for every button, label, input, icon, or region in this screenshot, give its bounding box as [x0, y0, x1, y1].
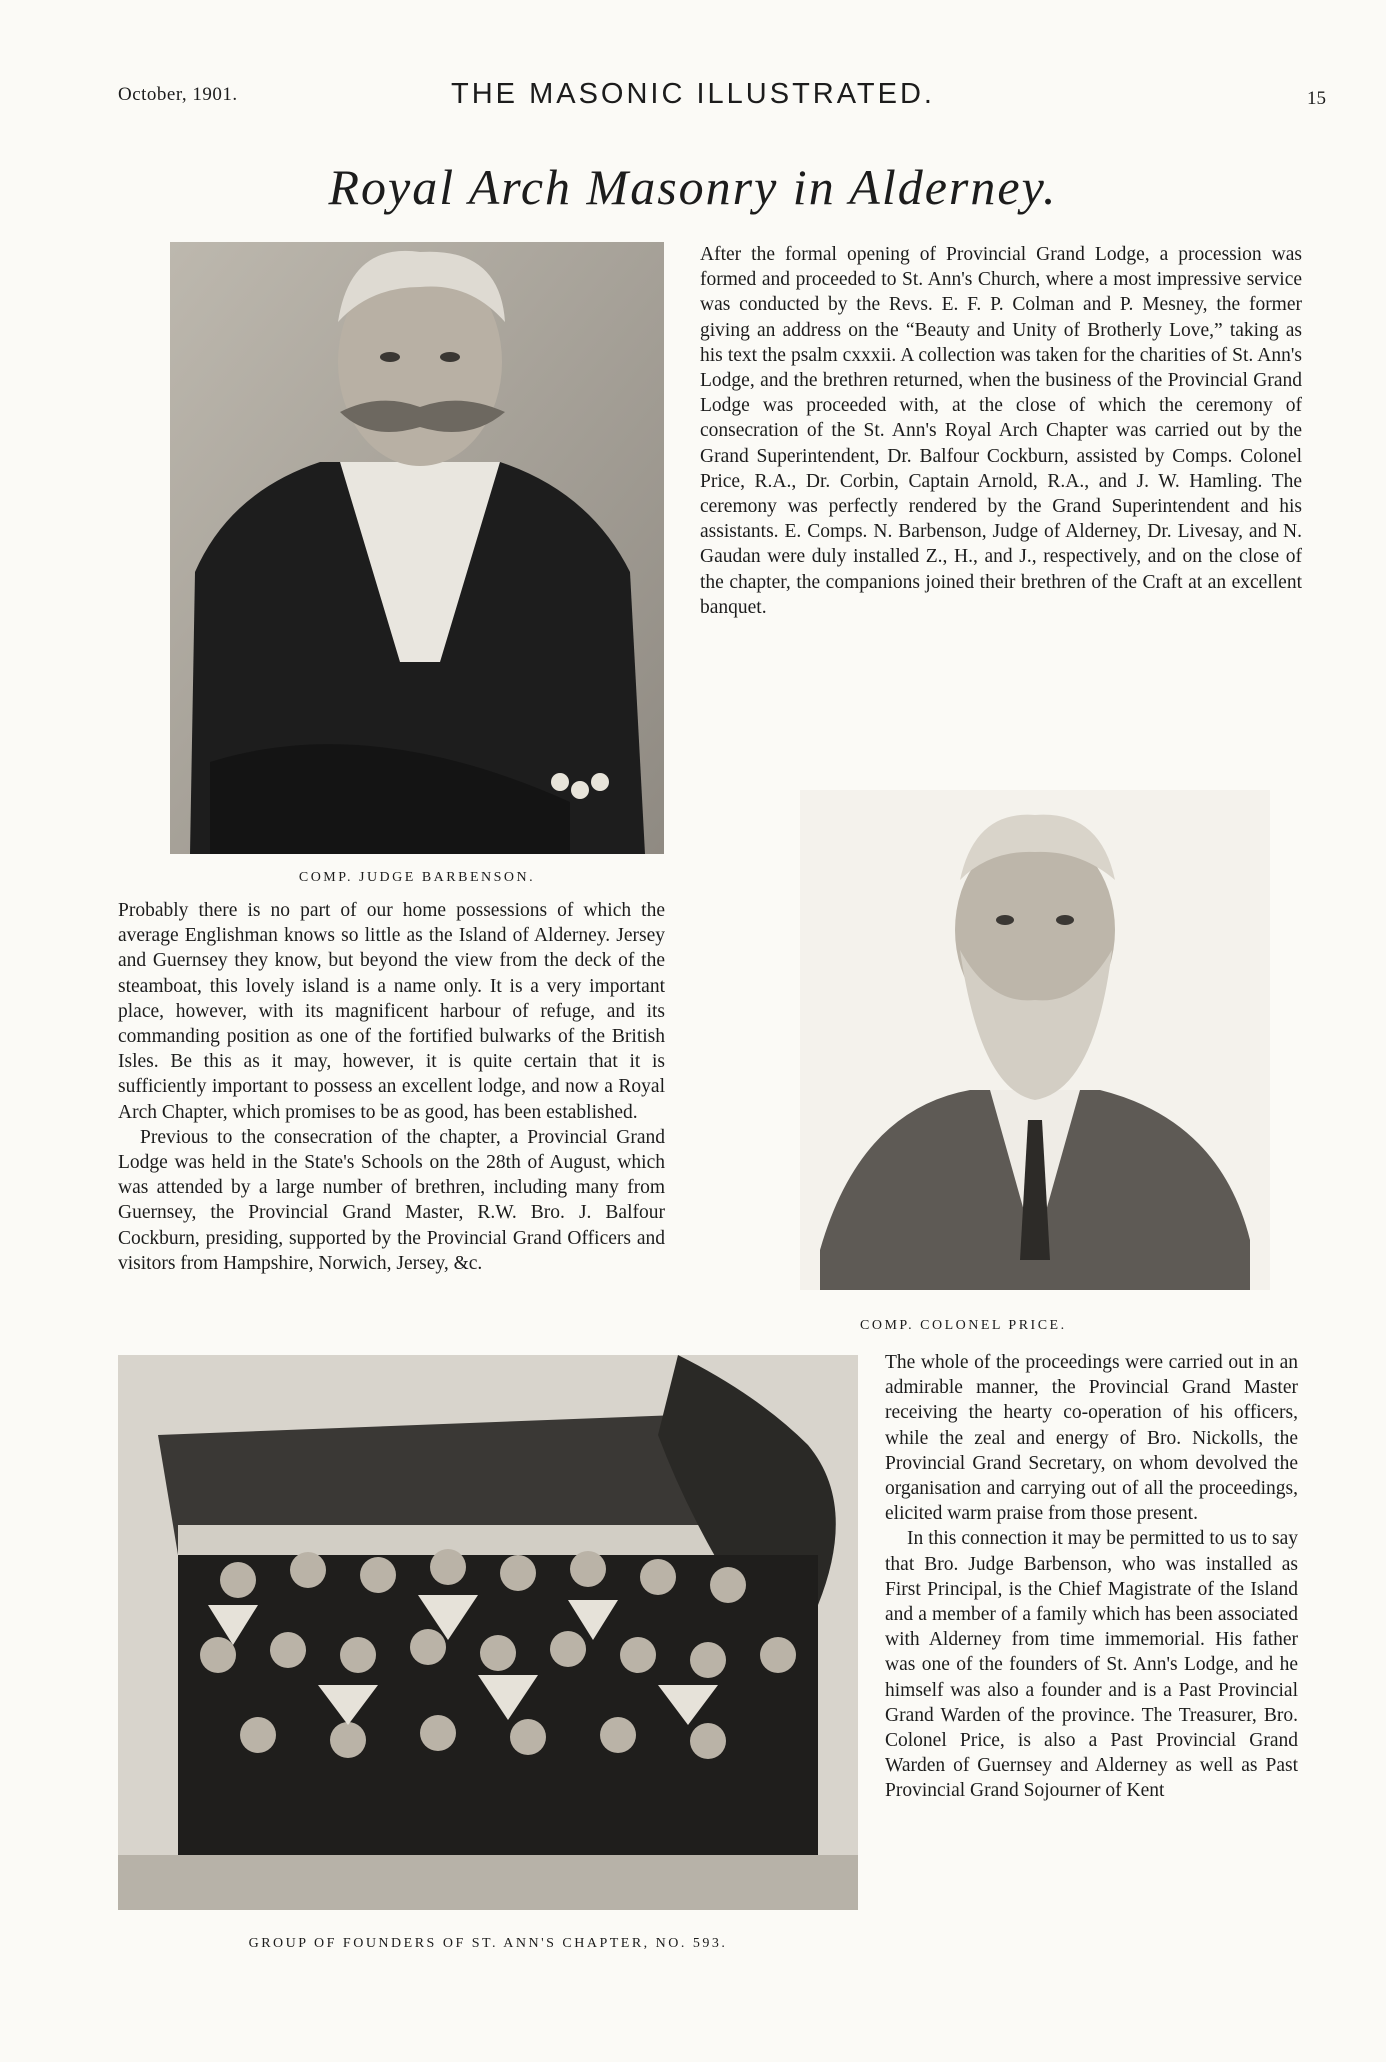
portrait-illustration [800, 790, 1270, 1290]
portrait-colonel-price [800, 790, 1270, 1290]
group-illustration [118, 1355, 858, 1910]
group-photograph [118, 1355, 858, 1910]
caption-group: GROUP OF FOUNDERS OF ST. ANN'S CHAPTER, NO. 593. [248, 1936, 728, 1951]
article-column-right-top [700, 242, 1302, 620]
page-number: 15 [1307, 88, 1326, 109]
caption-price: COMP. COLONEL PRICE. [860, 1318, 1067, 1333]
paragraph-proceedings: The whole of the proceedings were carried out in an admirable manner, the Provincial Grand Master receiving the hearty co-operation of his officers, while the zeal and energy of Bro. Nickolls, the Provincial Grand Secretary, on whom devolved the organisation and carrying out of all the proceedings, elicited warm praise from those present. [885, 1352, 1298, 1525]
issue-date: October, 1901. [118, 84, 238, 105]
paragraph-barbenson-price: In this connection it may be permitted to us to say that Bro. Judge Barbenson, who was installed as First Principal, is the Chief Magistrate of the Island and a member of a family which has been associated with Alderney from time immemorial. His father was one of the founders of St. Ann's Lodge, and he himself was also a founder and is a Past Provincial Grand Warden of the province. The Treasurer, Bro. Colonel Price, is also a Past Provincial Grand Warden of Guernsey and Alderney as well as Past Provincial Grand Sojourner of Kent [885, 1528, 1298, 1802]
portrait-judge-barbenson [170, 242, 664, 854]
caption-barbenson: COMP. JUDGE BARBENSON. [298, 870, 536, 885]
portrait-illustration [170, 242, 664, 854]
paragraph-provincial-lodge: Previous to the consecration of the chapter, a Provincial Grand Lodge was held in the State's Schools on the 28th of August, which was attended by a large number of brethren, including many from Guernsey, the Provincial Grand Master, R.W. Bro. J. Balfour Cockburn, presiding, supported by the Provincial Grand Officers and visitors from Hampshire, Norwich, Jersey, &c. [118, 1126, 665, 1274]
paragraph-alderney-intro: Probably there is no part of our home possessions of which the average Englishman knows so little as the Island of Alderney. Jersey and Guernsey they know, but beyond the view from the deck of the steamboat, this lovely island is a name only. It is a very important place, however, with its magnificent harbour of refuge, and its commanding position as one of the fortified bulwarks of the British Isles. Be this as it may, however, it is quite certain that it is sufficiently important to possess an excellent lodge, and now a Royal Arch Chapter, which promises to be as good, has been established. [118, 900, 665, 1123]
paragraph-procession: After the formal opening of Provincial Grand Lodge, a procession was formed and proceeded to St. Ann's Church, where a most impressive service was conducted by the Revs. E. F. P. Colman and P. Mesney, the former giving an address on the “Beauty and Unity of Brotherly Love,” taking as his text the psalm cxxxii. A collection was taken for the charities of St. Ann's Lodge, and the brethren returned, when the business of the Provincial Grand Lodge was proceeded with, at the close of which the ceremony of consecration of the St. Ann's Royal Arch Chapter was carried out by the Grand Superintendent, Dr. Balfour Cockburn, assisted by Comps. Colonel Price, R.A., Dr. Corbin, Captain Arnold, R.A., and J. W. Hamling. The ceremony was perfectly rendered by the Grand Superintendent and his assistants. E. Comps. N. Barbenson, Judge of Alderney, Dr. Livesay, and N. Gaudan were duly installed Z., H., and J., respectively, and on the close of the chapter, the companions joined their brethren of the Craft at an excellent banquet. [700, 244, 1302, 618]
article-column-left [118, 898, 665, 1276]
article-column-right-bottom [885, 1350, 1298, 1804]
article-title: Royal Arch Masonry in Alderney. [328, 159, 1058, 215]
masthead: THE MASONIC ILLUSTRATED. [451, 78, 935, 110]
